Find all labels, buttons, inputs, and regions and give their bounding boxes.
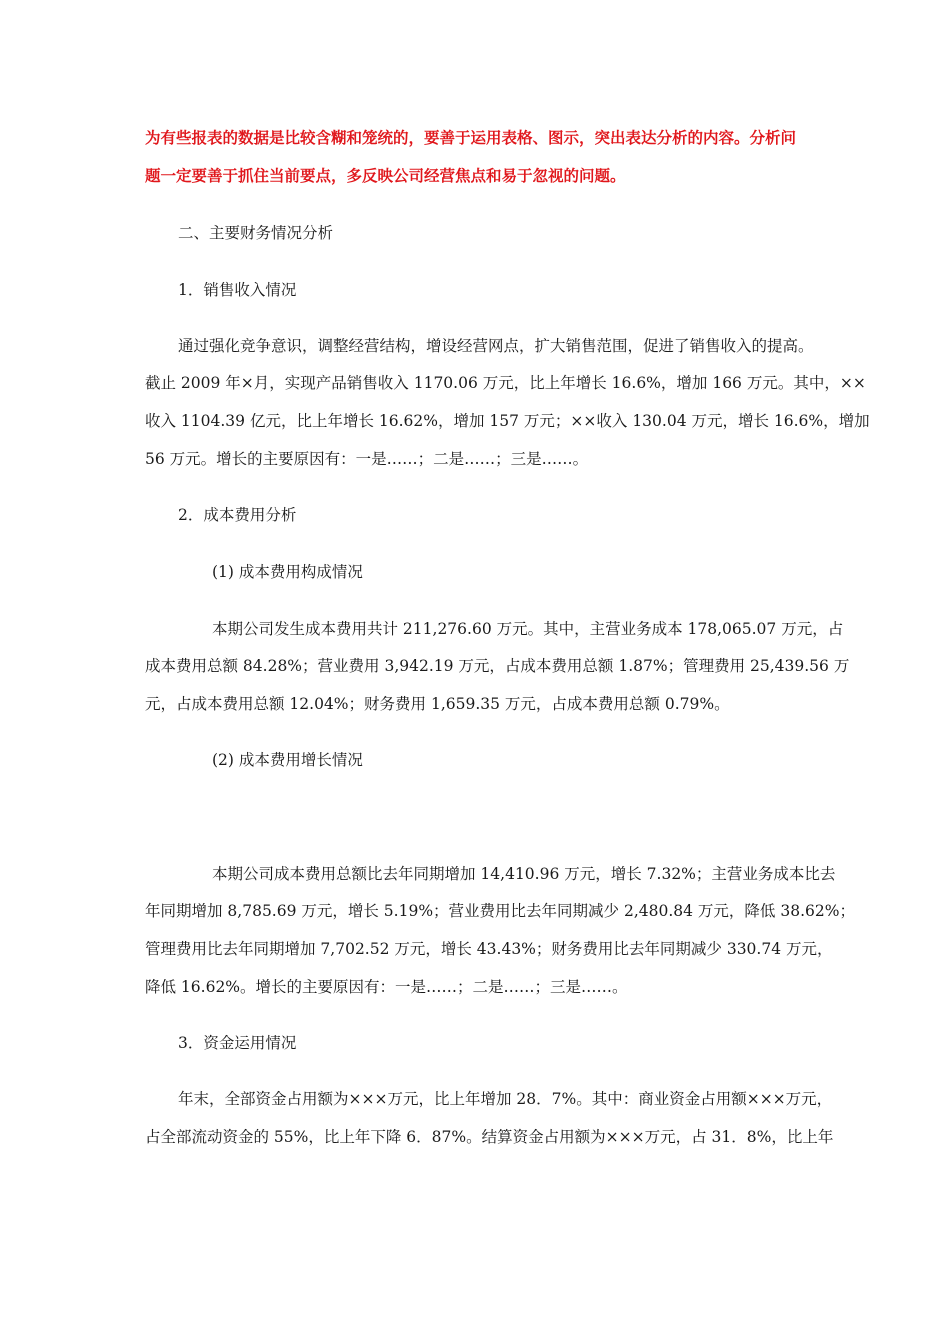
cost-growth-line-2: 年同期增加 8,785.69 万元，增长 5.19%；营业费用比去年同期减少 2,480.84 万元，降低 38.62%； <box>145 902 855 920</box>
cost-heading: 2．成本费用分析 <box>178 506 297 524</box>
intro-line-2: 题一定要善于抓住当前要点，多反映公司经营焦点和易于忽视的问题。 <box>145 166 626 185</box>
cost-growth-line-1: 本期公司成本费用总额比去年同期增加 14,410.96 万元，增长 7.32%；主营业务成本比去 <box>212 865 836 883</box>
sales-line-4: 56 万元。增长的主要原因有：一是……；二是……；三是……。 <box>145 450 589 468</box>
cost-composition-heading: (1) 成本费用构成情况 <box>212 563 363 581</box>
section-heading: 二、主要财务情况分析 <box>178 224 334 242</box>
cost-growth-line-4: 降低 16.62%。增长的主要原因有：一是……；二是……；三是……。 <box>145 978 628 996</box>
cost-growth-heading: (2) 成本费用增长情况 <box>212 751 363 769</box>
cost-growth-line-3: 管理费用比去年同期增加 7,702.52 万元，增长 43.43%；财务费用比去年同期减少 330.74 万元， <box>145 940 833 958</box>
funds-line-1: 年末，全部资金占用额为×××万元，比上年增加 28．7%。其中：商业资金占用额×××万元， <box>178 1090 833 1108</box>
sales-line-1: 通过强化竞争意识，调整经营结构，增设经营网点，扩大销售范围，促进了销售收入的提高。 <box>178 337 814 355</box>
cost-composition-line-1: 本期公司发生成本费用共计 211,276.60 万元。其中，主营业务成本 178,065.07 万元，占 <box>212 620 844 638</box>
funds-heading: 3．资金运用情况 <box>178 1034 297 1052</box>
funds-line-2: 占全部流动资金的 55%，比上年下降 6．87%。结算资金占用额为×××万元，占 31．8%，比上年 <box>145 1128 834 1146</box>
cost-composition-line-3: 元，占成本费用总额 12.04%；财务费用 1,659.35 万元，占成本费用总额 0.79%。 <box>145 695 730 713</box>
sales-line-3: 收入 1104.39 亿元，比上年增长 16.62%，增加 157 万元；××收入 130.04 万元，增长 16.6%，增加 <box>145 412 870 430</box>
sales-heading: 1．销售收入情况 <box>178 281 297 299</box>
intro-line-1: 为有些报表的数据是比较含糊和笼统的，要善于运用表格、图示，突出表达分析的内容。分析问 <box>145 128 797 147</box>
sales-line-2: 截止 2009 年×月，实现产品销售收入 1170.06 万元，比上年增长 16.6%，增加 166 万元。其中，×× <box>145 374 866 392</box>
cost-composition-line-2: 成本费用总额 84.28%；营业费用 3,942.19 万元，占成本费用总额 1.87%；管理费用 25,439.56 万 <box>145 657 850 675</box>
